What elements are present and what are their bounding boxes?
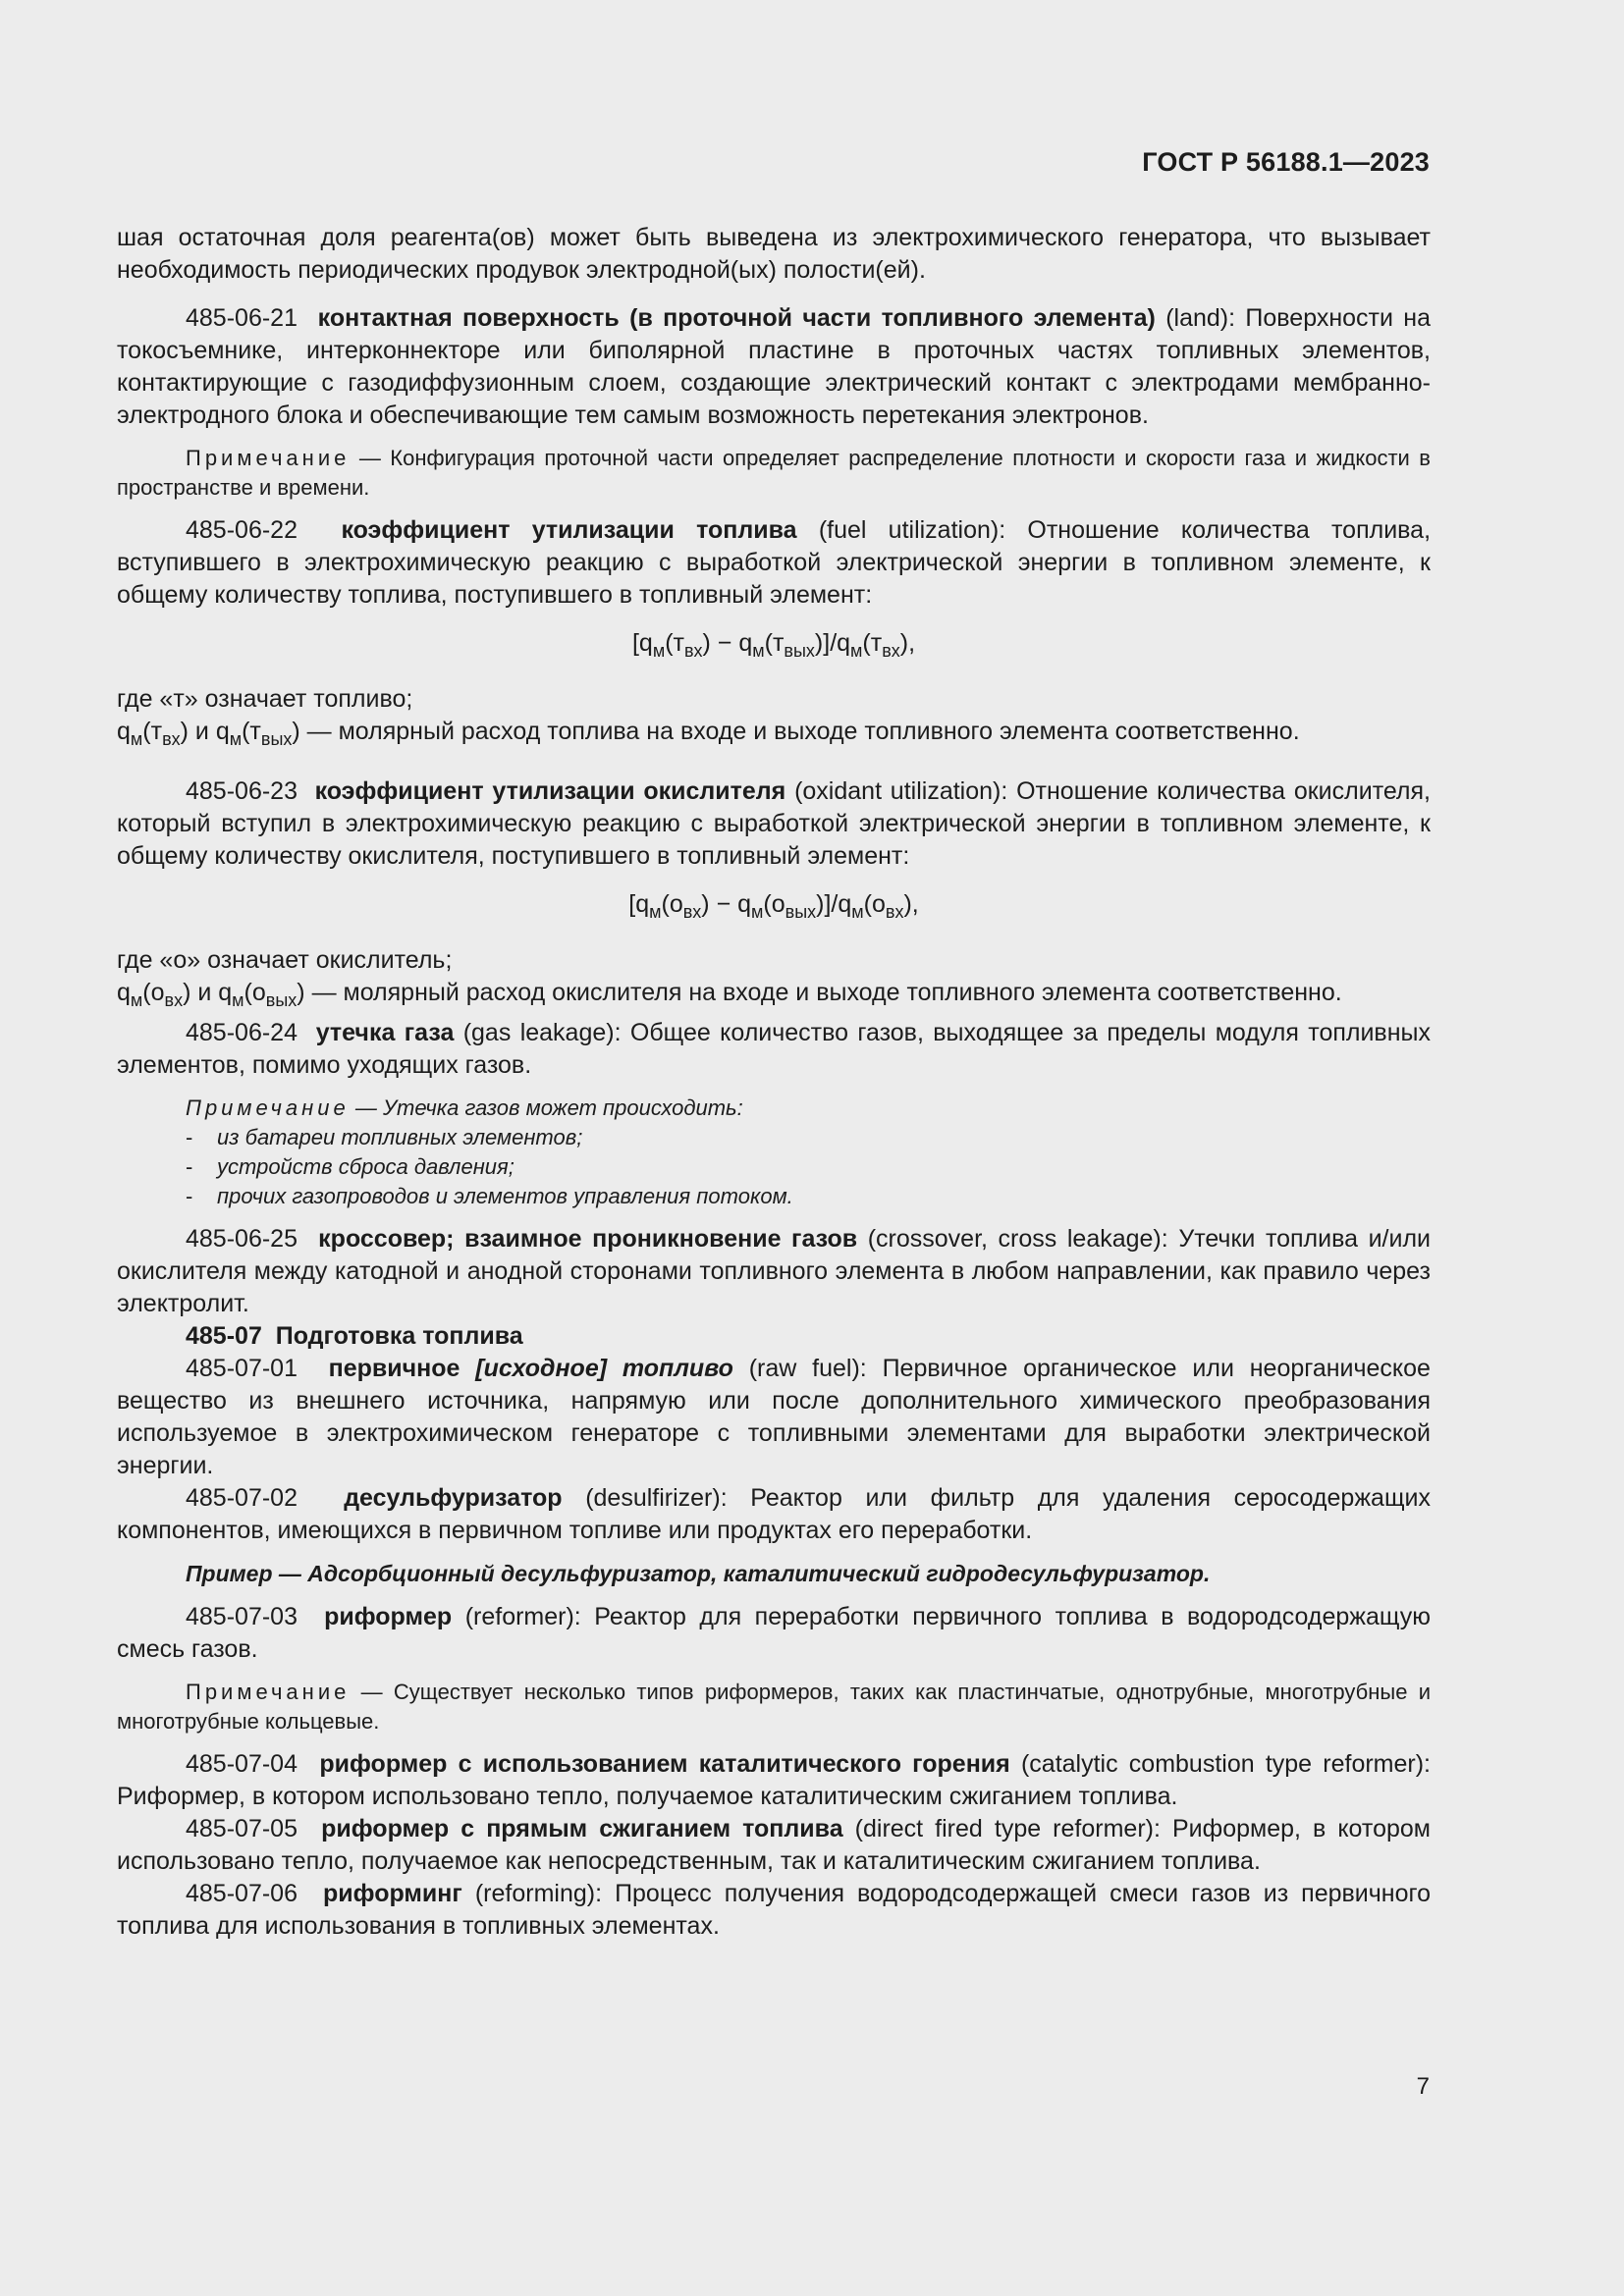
document-body: [117, 222, 1431, 1943]
formula-oxidant-utilization: $[q_м(о_{вх}) - q_м(о_{вых})]/q_м(о_{вх})$,: [628, 890, 919, 922]
entry-term: риформер с прямым сжиганием топлива: [321, 1815, 843, 1842]
where-fuel: где «т» означает топливо;: [117, 685, 413, 713]
example-desulfurizer: Пример — Адсорбционный десульфуризатор, каталитический гидродесульфуризатор.: [186, 1561, 1211, 1586]
entry-definition: Реактор или фильтр для удаления серосодержащих компонентов, имеющихся в первичном топливе или продуктах его переработки.: [117, 1484, 1431, 1544]
formula-fuel-utilization: $[q_м(т_{вх}) - q_м(т_{вых})]/q_м(т_{вх})$,: [631, 629, 916, 661]
list-item: - прочих газопроводов и элементов управления потоком.: [186, 1182, 1431, 1211]
entry-term: риформинг: [323, 1880, 462, 1907]
entry-english: (reforming):: [474, 1880, 603, 1907]
section-title: Подготовка топлива: [275, 1322, 523, 1350]
note-text: — Конфигурация проточной части определяет распределение плотности и скорости газа и жидкости в пространстве и времени.: [117, 446, 1431, 500]
entry-number: 485-07-04: [186, 1750, 298, 1778]
entry-term: первичное: [328, 1355, 460, 1382]
entry-english: (oxidant utilization):: [794, 777, 1008, 805]
note-reformer-types: [117, 1678, 1431, 1736]
entry-485-07-05: [117, 1813, 1431, 1878]
entry-term: контактная поверхность (в проточной части топливного элемента): [317, 304, 1156, 332]
entry-485-07-06: [117, 1878, 1431, 1943]
entry-485-07-02: [117, 1482, 1431, 1547]
entry-definition: Процесс получения водородсодержащей смеси газов из первичного топлива для использования в топливных элементах.: [117, 1880, 1431, 1940]
entry-english: (raw fuel):: [748, 1355, 867, 1382]
entry-term: утечка газа: [315, 1019, 455, 1046]
entry-term: коэффициент утилизации окислителя: [314, 777, 786, 805]
entry-definition: Утечки топлива и/или окислителя между катодной и анодной сторонами топливного элемента в любом направлении, как правило через электролит.: [117, 1225, 1432, 1317]
entry-definition: Отношение количества топлива, вступившего в электрохимическую реакцию с выработкой электрической энергии в топливном элементе, к общему количеству топлива, поступившего в топливный элемент:: [117, 516, 1432, 609]
entry-english: (desulfirizer):: [585, 1484, 728, 1512]
entry-english: (catalytic combustion type reformer):: [1020, 1750, 1432, 1778]
list-item: - устройств сброса давления;: [186, 1152, 1431, 1182]
leakage-sources-list: [117, 1123, 1431, 1211]
entry-number: 485-07-05: [186, 1815, 298, 1842]
entry-485-07-03: [117, 1601, 1431, 1666]
entry-definition: Первичное органическое или неорганическое вещество из внешнего источника, напрямую или после дополнительного химического преобразования используемое в электрохимическом генераторе с топливными элементами для выработки электрической энергии.: [117, 1355, 1431, 1479]
entry-number: 485-06-22: [186, 516, 298, 544]
entry-term: десульфуризатор: [344, 1484, 563, 1512]
entry-485-07-01: [117, 1353, 1431, 1482]
entry-term: риформер: [324, 1603, 453, 1630]
note-flow-field: [117, 444, 1431, 503]
entry-485-06-25: [117, 1223, 1431, 1320]
entry-485-06-22: [117, 514, 1431, 612]
paragraph-continued: шая остаточная доля реагента(ов) может быть выведена из электрохимического генератора, что вызывает необходимость периодических продувок электродной(ых) полости(ей).: [117, 224, 1431, 284]
entry-term: кроссовер; взаимное проникновение газов: [318, 1225, 858, 1253]
entry-english: (land):: [1165, 304, 1236, 332]
where-oxidant-definition: $q_м(о_{вх})$ и $q_м(о_{вых})$ — молярный расход окислителя на входе и выходе топливного элемента соответственно.: [117, 979, 1342, 1010]
entry-english: (fuel utilization):: [818, 516, 1006, 544]
entry-number: 485-07-02: [186, 1484, 298, 1512]
entry-number: 485-07-01: [186, 1355, 298, 1382]
entry-number: 485-06-23: [186, 777, 298, 805]
entry-definition: Риформер, в котором использовано тепло, получаемое как непосредственным, так и каталитическим сжиганием топлива.: [117, 1815, 1431, 1875]
entry-english: (crossover, cross leakage):: [867, 1225, 1168, 1253]
entry-number: 485-07-03: [186, 1603, 298, 1630]
entry-term: коэффициент утилизации топлива: [341, 516, 797, 544]
entry-485-06-24: [117, 1017, 1431, 1082]
note-text: — Утечка газов может происходить:: [354, 1095, 743, 1120]
section-number: 485-07: [186, 1322, 262, 1350]
note-gas-leakage: [117, 1094, 1431, 1123]
entry-term: риформер с использованием каталитического горения: [319, 1750, 1010, 1778]
entry-number: 485-06-25: [186, 1225, 298, 1253]
entry-definition: Риформер, в котором использовано тепло, получаемое каталитическим сжиганием топлива.: [117, 1783, 1178, 1810]
note-label: Примечание: [186, 1680, 351, 1704]
where-fuel-definition: $q_м(т_{вх})$ и $q_м(т_{вых})$ — молярный расход топлива на входе и выходе топливного элемента соответственно.: [117, 718, 1300, 749]
note-label: Примечание: [186, 446, 351, 470]
document-header: ГОСТ Р 56188.1—2023: [1142, 147, 1430, 177]
entry-definition: Реактор для переработки первичного топлива в водородсодержащую смесь газов.: [117, 1603, 1431, 1663]
list-item: - из батареи топливных элементов;: [186, 1123, 1431, 1152]
entry-definition: Общее количество газов, выходящее за пределы модуля топливных элементов, помимо уходящих газов.: [117, 1019, 1431, 1079]
entry-definition: Отношение количества окислителя, который вступил в электрохимическую реакцию с выработкой электрической энергии в топливном элементе, к общему количеству окислителя, поступившего в топливный элемент:: [117, 777, 1432, 870]
entry-english: (reformer):: [464, 1603, 581, 1630]
entry-english: (direct fired type reformer):: [854, 1815, 1161, 1842]
entry-number: 485-06-24: [186, 1019, 298, 1046]
section-heading-485-07: [117, 1320, 1431, 1353]
note-text: — Существует несколько типов риформеров, таких как пластинчатые, однотрубные, многотрубные и многотрубные кольцевые.: [117, 1680, 1431, 1734]
entry-term-synonym: [исходное] топливо: [475, 1355, 733, 1382]
entry-definition: Поверхности на токосъемнике, интерконнекторе или биполярной пластине в проточных частях топливных элементов, контактирующие с газодиффузионным слоем, создающие электрический контакт с электродами мембранно-электродного блока и обеспечивающие тем самым возможность перетекания электронов.: [117, 304, 1431, 429]
entry-number: 485-06-21: [186, 304, 298, 332]
entry-485-07-04: [117, 1748, 1431, 1813]
where-oxidant: где «о» означает окислитель;: [117, 946, 453, 974]
entry-485-06-21: [117, 302, 1431, 432]
note-label: Примечание: [186, 1095, 350, 1120]
entry-485-06-23: [117, 775, 1431, 873]
page-number: 7: [1416, 2073, 1430, 2100]
entry-number: 485-07-06: [186, 1880, 298, 1907]
entry-english: (gas leakage):: [462, 1019, 622, 1046]
